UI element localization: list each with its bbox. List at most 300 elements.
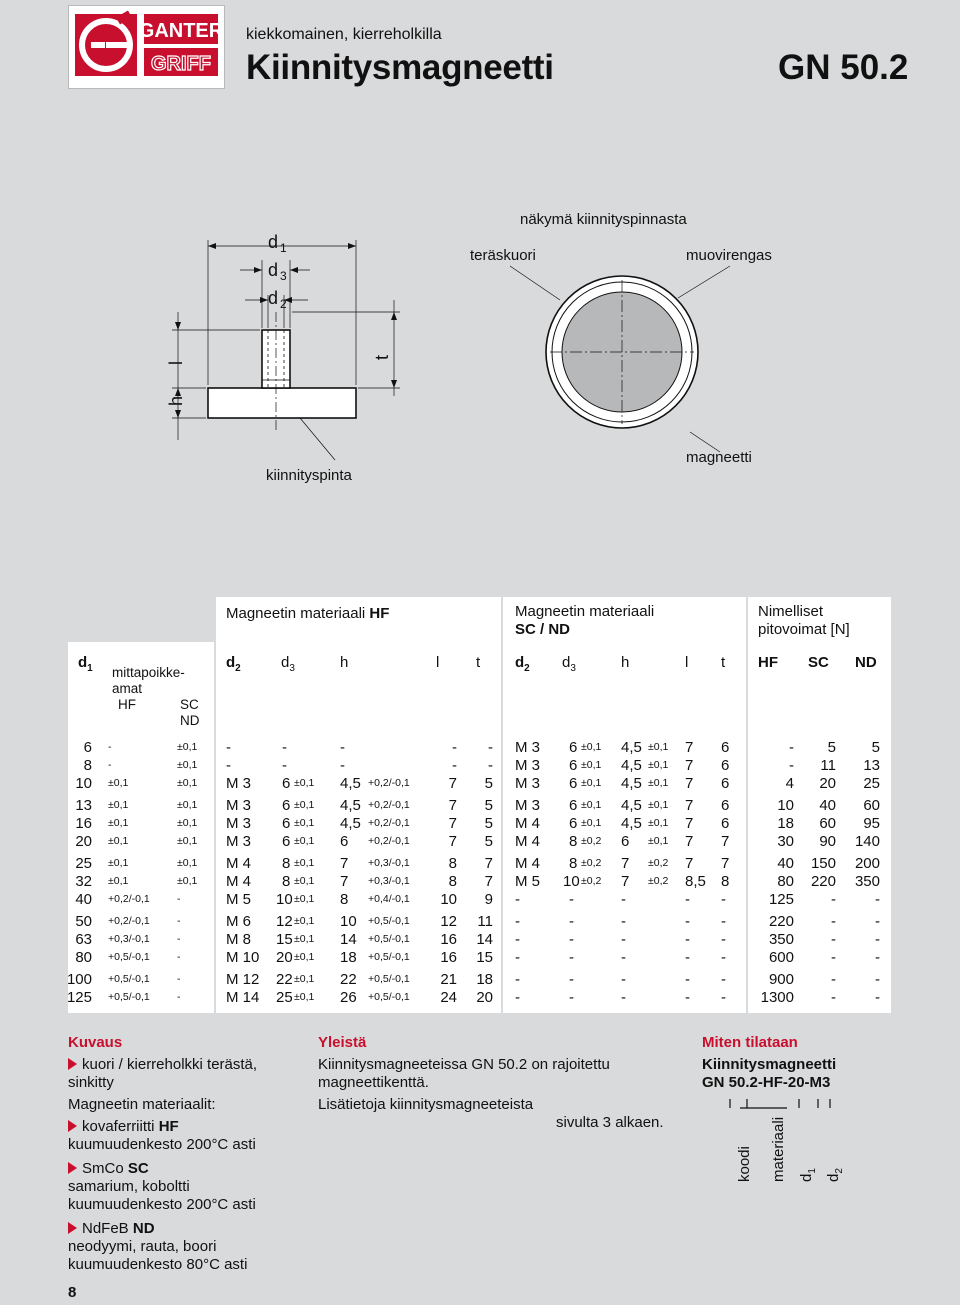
table-cell: 18 <box>476 971 493 988</box>
table-cell: - <box>721 971 726 988</box>
column-header-d2: $d_2$ <box>515 654 530 674</box>
table-cell: M 4 <box>226 873 252 890</box>
table-cell: ±0,1 <box>108 799 129 811</box>
table-cell: +0,5/-0,1 <box>108 973 150 985</box>
material-sc: SmCo SC <box>68 1160 313 1178</box>
table-cell: 4 <box>785 775 794 792</box>
table-cell: 6 <box>282 815 291 832</box>
table-cell: 5 <box>484 775 493 792</box>
group-force-heading-1: Nimelliset <box>758 603 824 620</box>
column-header-d2: $d_2$ <box>226 654 241 674</box>
footer-general <box>318 1034 688 1132</box>
tolerance-hf-label: HF <box>118 697 136 712</box>
table-cell: - <box>721 989 726 1006</box>
table-cell: - <box>621 913 626 930</box>
column-header-d3: $d_3$ <box>562 654 576 674</box>
table-cell: - <box>340 739 345 756</box>
table-cell: +0,2/-0,1 <box>368 799 410 811</box>
dim-d1-sub: 1 <box>280 241 287 255</box>
table-cell: - <box>875 971 880 988</box>
table-cell: 40 <box>777 855 794 872</box>
column-header-t: t <box>476 654 481 671</box>
brand-top-text: GANTER <box>138 20 224 42</box>
table-cell: M 3 <box>515 739 541 756</box>
table-cell: - <box>831 913 836 930</box>
table-cell: 50 <box>75 913 92 930</box>
table-cell: - <box>108 741 112 753</box>
table-cell: 8 <box>448 855 457 872</box>
product-code: GN 50.2 <box>778 48 909 87</box>
table-cell: - <box>875 989 880 1006</box>
table-cell: ±0,1 <box>294 777 315 789</box>
table-cell: 16 <box>75 815 92 832</box>
table-cell: 6 <box>721 739 730 756</box>
table-cell: - <box>177 933 181 945</box>
dim-d2-sub: 2 <box>280 297 287 311</box>
table-cell: - <box>721 949 726 966</box>
description-item-shell-2: sinkitty <box>68 1074 114 1091</box>
table-cell: M 4 <box>226 855 252 872</box>
table-cell: 20 <box>819 775 836 792</box>
table-cell: +0,5/-0,1 <box>368 933 410 945</box>
table-cell: 8 <box>448 873 457 890</box>
table-cell: - <box>875 913 880 930</box>
table-cell: 7 <box>685 775 694 792</box>
table-cell: 8 <box>569 855 578 872</box>
table-cell: 6 <box>721 815 730 832</box>
table-cell: 20 <box>276 949 293 966</box>
table-cell: - <box>831 989 836 1006</box>
table-cell: 7 <box>448 797 457 814</box>
table-cell: ±0,2 <box>581 875 602 887</box>
table-cell: 4,5 <box>340 775 361 792</box>
table-cell: - <box>452 739 457 756</box>
material-sc-temp: kuumuudenkesto 200°C asti <box>68 1196 256 1213</box>
table-cell: M 4 <box>515 815 541 832</box>
table-cell: ±0,1 <box>177 835 198 847</box>
table-cell: - <box>177 951 181 963</box>
table-cell: 4,5 <box>621 797 642 814</box>
table-cell: 4,5 <box>621 775 642 792</box>
table-cell: ±0,1 <box>294 875 315 887</box>
table-cell: 60 <box>819 815 836 832</box>
bullet-arrow-icon <box>68 1222 77 1234</box>
table-cell: M 8 <box>226 931 252 948</box>
order-label-d1: $d_1$ <box>798 1168 818 1182</box>
table-cell: ±0,1 <box>294 915 315 927</box>
table-cell: 4,5 <box>340 797 361 814</box>
table-cell: ±0,1 <box>177 759 198 771</box>
order-label-koodi: koodi <box>736 1146 753 1182</box>
table-cell: ±0,1 <box>581 741 602 753</box>
dimension-table <box>68 597 891 1013</box>
table-cell: M 5 <box>226 891 252 908</box>
table-cell: 6 <box>569 757 578 774</box>
tolerance-nd-label: ND <box>180 713 200 728</box>
table-cell: 80 <box>777 873 794 890</box>
table-cell: - <box>108 759 112 771</box>
table-cell: 4,5 <box>340 815 361 832</box>
table-cell: - <box>875 891 880 908</box>
yleista-title: Yleistä <box>318 1034 367 1051</box>
general-line-4: sivulta 3 alkaen. <box>556 1114 664 1131</box>
table-cell: M 3 <box>226 797 252 814</box>
table-cell: 15 <box>476 949 493 966</box>
table-cell: 125 <box>66 989 92 1006</box>
general-line-3: Lisätietoja kiinnitysmagneeteista <box>318 1096 534 1113</box>
table-cell: 6 <box>569 815 578 832</box>
table-cell: 14 <box>340 931 357 948</box>
dim-d3-sub: 3 <box>280 269 287 283</box>
table-cell: 16 <box>440 931 457 948</box>
materials-label: Magneetin materiaalit: <box>68 1096 216 1113</box>
table-cell: 9 <box>484 891 493 908</box>
table-cell: ±0,1 <box>294 991 315 1003</box>
column-header-l: l <box>685 654 689 671</box>
table-cell: - <box>621 949 626 966</box>
table-cell: ±0,2 <box>648 875 669 887</box>
table-cell: 6 <box>83 739 92 756</box>
table-cell: 900 <box>768 971 794 988</box>
table-cell: ±0,1 <box>177 817 198 829</box>
table-cell: 7 <box>621 873 630 890</box>
table-cell: ±0,2 <box>581 835 602 847</box>
column-header-l: l <box>436 654 440 671</box>
table-cell: 6 <box>721 757 730 774</box>
table-cell: +0,5/-0,1 <box>368 915 410 927</box>
table-cell: - <box>515 891 520 908</box>
table-cell: 7 <box>448 815 457 832</box>
table-cell: M 14 <box>226 989 260 1006</box>
tolerance-sc-label: SC <box>180 697 199 712</box>
group-hf-heading: Magneetin materiaali HF <box>226 605 390 622</box>
table-cell: ±0,2 <box>648 857 669 869</box>
table-cell: 5 <box>871 739 880 756</box>
table-cell: - <box>875 949 880 966</box>
table-cell: M 5 <box>515 873 541 890</box>
tolerance-label-1: mittapoikke- <box>112 665 185 680</box>
table-cell: ±0,1 <box>648 835 669 847</box>
table-cell: 600 <box>768 949 794 966</box>
table-cell: - <box>177 893 181 905</box>
table-cell: 8 <box>83 757 92 774</box>
table-cell: - <box>789 739 794 756</box>
table-cell: - <box>721 913 726 930</box>
table-cell: ±0,1 <box>648 817 669 829</box>
table-cell: ±0,1 <box>108 777 129 789</box>
brand-bottom-text: GRIFF <box>151 53 211 75</box>
table-cell: - <box>452 757 457 774</box>
table-cell: 20 <box>75 833 92 850</box>
table-cell: 6 <box>569 739 578 756</box>
table-cell: 7 <box>685 855 694 872</box>
table-cell: 11 <box>820 757 836 774</box>
table-cell: 7 <box>685 739 694 756</box>
order-example-2: GN 50.2-HF-20-M3 <box>702 1074 831 1091</box>
table-cell: - <box>685 949 690 966</box>
order-example-1: Kiinnitysmagneetti <box>702 1056 837 1073</box>
table-cell: - <box>340 757 345 774</box>
dim-d3-label: d <box>268 260 279 280</box>
table-cell: - <box>685 913 690 930</box>
table-cell: 4,5 <box>621 815 642 832</box>
table-cell: - <box>488 757 493 774</box>
table-cell: 10 <box>75 775 92 792</box>
table-cell: +0,2/-0,1 <box>108 915 150 927</box>
table-cell: M 10 <box>226 949 260 966</box>
table-cell: - <box>569 913 574 930</box>
table-cell: 6 <box>721 797 730 814</box>
table-cell: - <box>569 931 574 948</box>
table-cell: 200 <box>854 855 880 872</box>
table-cell: - <box>621 931 626 948</box>
table-cell: ±0,1 <box>581 759 602 771</box>
table-cell: 24 <box>440 989 457 1006</box>
dim-l-label: l <box>166 361 186 365</box>
table-cell: M 4 <box>515 855 541 872</box>
table-cell: 90 <box>819 833 836 850</box>
table-cell: 7 <box>685 815 694 832</box>
column-header-t: t <box>721 654 726 671</box>
table-cell: 95 <box>863 815 880 832</box>
table-cell: 10 <box>340 913 357 930</box>
table-cell: 8 <box>569 833 578 850</box>
table-cell: ±0,1 <box>294 973 315 985</box>
mounting-surface-label: kiinnityspinta <box>266 467 352 484</box>
table-cell: 8 <box>340 891 349 908</box>
table-cell: 16 <box>440 949 457 966</box>
column-header-hf: HF <box>758 654 778 671</box>
table-cell: M 3 <box>515 775 541 792</box>
table-cell: ±0,1 <box>108 875 129 887</box>
column-header-sc: SC <box>808 654 829 671</box>
table-cell: 40 <box>75 891 92 908</box>
table-cell: 12 <box>440 913 457 930</box>
table-cell: 14 <box>476 931 493 948</box>
page-number: 8 <box>68 1284 77 1301</box>
table-cell: - <box>226 739 231 756</box>
table-cell: 7 <box>721 833 730 850</box>
table-cell: +0,2/-0,1 <box>368 835 410 847</box>
table-cell: +0,5/-0,1 <box>108 991 150 1003</box>
column-header-h: h <box>621 654 630 671</box>
col-d1-header: $d_1$ <box>78 654 93 674</box>
column-header-d3: $d_3$ <box>281 654 295 674</box>
table-cell: ±0,1 <box>294 799 315 811</box>
table-cell: 4,5 <box>621 739 642 756</box>
face-view <box>510 266 730 452</box>
general-line-1: Kiinnitysmagneeteissa GN 50.2 on rajoitettu <box>318 1056 610 1073</box>
table-cell: - <box>282 757 287 774</box>
footer-ordering <box>702 1034 902 1092</box>
table-cell: ±0,1 <box>294 857 315 869</box>
magnet-label: magneetti <box>686 449 752 466</box>
table-cell: - <box>685 989 690 1006</box>
table-cell: M 3 <box>226 775 252 792</box>
table-cell: 100 <box>66 971 92 988</box>
material-nd: NdFeB ND <box>68 1220 313 1238</box>
table-cell: 6 <box>282 833 291 850</box>
table-cell: - <box>621 971 626 988</box>
table-cell: - <box>685 931 690 948</box>
material-sc-desc: samarium, koboltti <box>68 1178 190 1195</box>
bullet-arrow-icon <box>68 1058 77 1070</box>
bullet-arrow-icon <box>68 1120 77 1132</box>
table-cell: 7 <box>448 775 457 792</box>
table-cell: 5 <box>827 739 836 756</box>
table-cell: - <box>177 991 181 1003</box>
table-cell: 8 <box>282 855 291 872</box>
table-cell: - <box>515 949 520 966</box>
table-cell: +0,5/-0,1 <box>368 951 410 963</box>
table-cell: +0,5/-0,1 <box>368 973 410 985</box>
table-cell: 22 <box>276 971 293 988</box>
table-cell: ±0,1 <box>177 777 198 789</box>
technical-drawing <box>130 200 810 510</box>
group-scnd-heading-1: Magneetin materiaali <box>515 603 655 620</box>
table-cell: 8,5 <box>685 873 706 890</box>
ganter-griff-logo <box>68 5 225 89</box>
table-cell: - <box>685 891 690 908</box>
table-cell: ±0,1 <box>294 951 315 963</box>
material-nd-temp: kuumuudenkesto 80°C asti <box>68 1256 248 1273</box>
table-cell: M 3 <box>226 833 252 850</box>
table-cell: - <box>515 913 520 930</box>
product-subtitle: kiekkomainen, kierreholkilla <box>246 26 442 43</box>
table-cell: 22 <box>340 971 357 988</box>
kuvaus-title: Kuvaus <box>68 1034 123 1051</box>
table-cell: 20 <box>476 989 493 1006</box>
table-cell: 7 <box>621 855 630 872</box>
material-hf: kovaferriitti HF <box>68 1118 313 1136</box>
table-cell: ±0,1 <box>108 817 129 829</box>
table-cell: 6 <box>282 797 291 814</box>
table-cell: 10 <box>563 873 580 890</box>
table-cell: ±0,1 <box>648 799 669 811</box>
table-cell: ±0,1 <box>177 799 198 811</box>
table-cell: 220 <box>768 913 794 930</box>
column-header-nd: ND <box>855 654 877 671</box>
table-cell: - <box>831 931 836 948</box>
table-cell: +0,2/-0,1 <box>368 817 410 829</box>
bullet-arrow-icon <box>68 1162 77 1174</box>
footer-description <box>68 1034 313 1274</box>
table-cell: M 3 <box>226 815 252 832</box>
table-cell: 6 <box>721 775 730 792</box>
table-cell: ±0,1 <box>177 857 198 869</box>
table-cell: - <box>875 931 880 948</box>
table-cell: +0,5/-0,1 <box>368 991 410 1003</box>
table-cell: - <box>831 971 836 988</box>
table-cell: +0,3/-0,1 <box>368 857 410 869</box>
table-cell: 25 <box>863 775 880 792</box>
table-cell: +0,2/-0,1 <box>108 893 150 905</box>
order-label-materiaali: materiaali <box>770 1116 787 1182</box>
table-cell: M 3 <box>515 757 541 774</box>
material-nd-desc: neodyymi, rauta, boori <box>68 1238 217 1255</box>
table-cell: 7 <box>685 757 694 774</box>
table-cell: M 6 <box>226 913 252 930</box>
dim-d1-label: d <box>268 232 279 252</box>
table-cell: 12 <box>276 913 293 930</box>
table-cell: 4,5 <box>621 757 642 774</box>
table-cell: 6 <box>569 775 578 792</box>
table-cell: - <box>569 989 574 1006</box>
table-cell: 6 <box>621 833 630 850</box>
table-cell: 60 <box>863 797 880 814</box>
table-cell: 7 <box>448 833 457 850</box>
table-cell: 7 <box>340 873 349 890</box>
table-cell: +0,5/-0,1 <box>108 951 150 963</box>
table-cell: 25 <box>276 989 293 1006</box>
table-cell: 40 <box>819 797 836 814</box>
table-cell: - <box>831 891 836 908</box>
table-cell: - <box>226 757 231 774</box>
table-cell: ±0,1 <box>294 893 315 905</box>
table-cell: 26 <box>340 989 357 1006</box>
table-cell: ±0,1 <box>581 799 602 811</box>
table-cell: - <box>515 989 520 1006</box>
ganter-logo-icon <box>69 6 224 88</box>
table-cell: - <box>177 973 181 985</box>
table-cell: ±0,1 <box>648 777 669 789</box>
column-header-h: h <box>340 654 349 671</box>
table-cell: ±0,1 <box>108 857 129 869</box>
table-cell: 150 <box>810 855 836 872</box>
table-cell: 32 <box>75 873 92 890</box>
table-cell: 7 <box>484 855 493 872</box>
table-cell: +0,4/-0,1 <box>368 893 410 905</box>
face-view-title: näkymä kiinnityspinnasta <box>520 211 687 228</box>
table-cell: 10 <box>276 891 293 908</box>
table-cell: 30 <box>777 833 794 850</box>
table-cell: 7 <box>721 855 730 872</box>
table-cell: 25 <box>75 855 92 872</box>
table-cell: 18 <box>777 815 794 832</box>
table-cell: - <box>515 931 520 948</box>
table-cell: ±0,1 <box>294 933 315 945</box>
table-cell: 350 <box>768 931 794 948</box>
group-force-heading-2: pitovoimat [N] <box>758 621 850 638</box>
order-code-brackets <box>702 1096 842 1116</box>
order-title: Miten tilataan <box>702 1034 798 1051</box>
table-cell: - <box>721 891 726 908</box>
table-cell: 5 <box>484 797 493 814</box>
dim-t-label: t <box>372 354 392 360</box>
table-cell: 220 <box>810 873 836 890</box>
table-cell: 8 <box>282 873 291 890</box>
product-title: Kiinnitysmagneetti <box>246 48 554 87</box>
table-cell: ±0,2 <box>581 857 602 869</box>
table-cell: 8 <box>721 873 730 890</box>
table-cell: 125 <box>768 891 794 908</box>
table-cell: ±0,1 <box>177 875 198 887</box>
table-cell: ±0,1 <box>177 741 198 753</box>
table-cell: 140 <box>854 833 880 850</box>
table-cell: 15 <box>276 931 293 948</box>
table-cell: 7 <box>484 873 493 890</box>
dim-d2-label: d <box>268 288 279 308</box>
table-cell: - <box>789 757 794 774</box>
dim-h-label: h <box>166 395 186 406</box>
table-cell: - <box>488 739 493 756</box>
table-cell: 10 <box>440 891 457 908</box>
table-cell: M 3 <box>515 797 541 814</box>
table-cell: ±0,1 <box>108 835 129 847</box>
table-cell: 6 <box>340 833 349 850</box>
table-cell: - <box>569 891 574 908</box>
general-line-2: magneettikenttä. <box>318 1074 429 1091</box>
